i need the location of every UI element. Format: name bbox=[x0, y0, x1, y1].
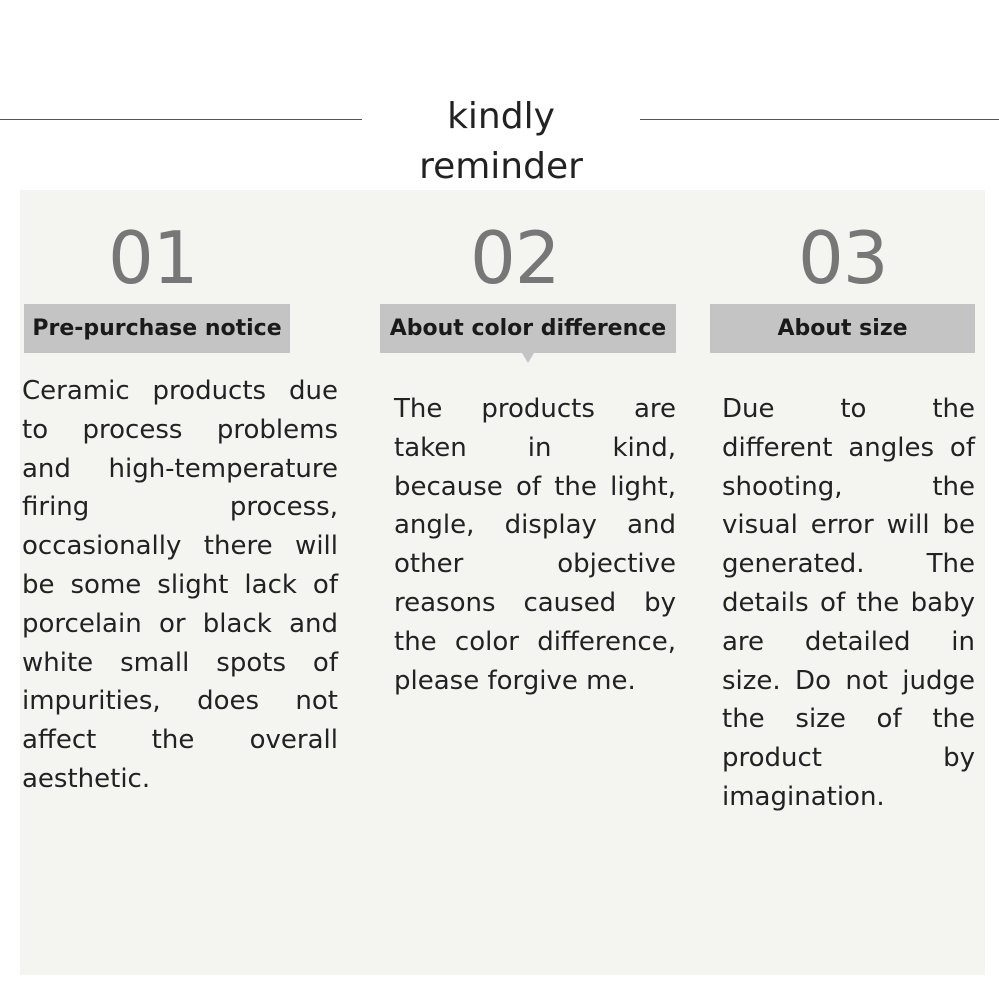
section-text-size: Due to the different angles of shooting, the visual error will be generated. The details of the baby are detailed in size. Do not judge the size of the product by imagination. bbox=[722, 394, 975, 812]
section-label-color-difference bbox=[380, 304, 676, 353]
header-divider-left bbox=[0, 119, 362, 120]
page-title: kindly reminder bbox=[419, 96, 583, 187]
section-number-03: 03 bbox=[798, 216, 888, 300]
section-text-pre-purchase: Ceramic products due to process problems and high-temperature firing process, occasionally there will be some slight lack of porcelain or black and white small spots of impurities, does not affect the overall aesthetic. bbox=[22, 376, 338, 794]
section-label-size: About size bbox=[710, 304, 975, 353]
section-number-02: 02 bbox=[470, 216, 560, 300]
label-pointer-icon bbox=[522, 353, 534, 363]
section-label-color-difference-text: About color difference bbox=[389, 316, 667, 341]
section-number-01: 01 bbox=[108, 216, 198, 300]
header-divider-right bbox=[640, 119, 999, 120]
section-text-color-difference: The products are taken in kind, because of the light, angle, display and other objective reasons caused by the color difference, please forgive me. bbox=[394, 394, 676, 696]
header bbox=[0, 92, 999, 187]
section-label-pre-purchase: Pre-purchase notice bbox=[24, 304, 290, 353]
